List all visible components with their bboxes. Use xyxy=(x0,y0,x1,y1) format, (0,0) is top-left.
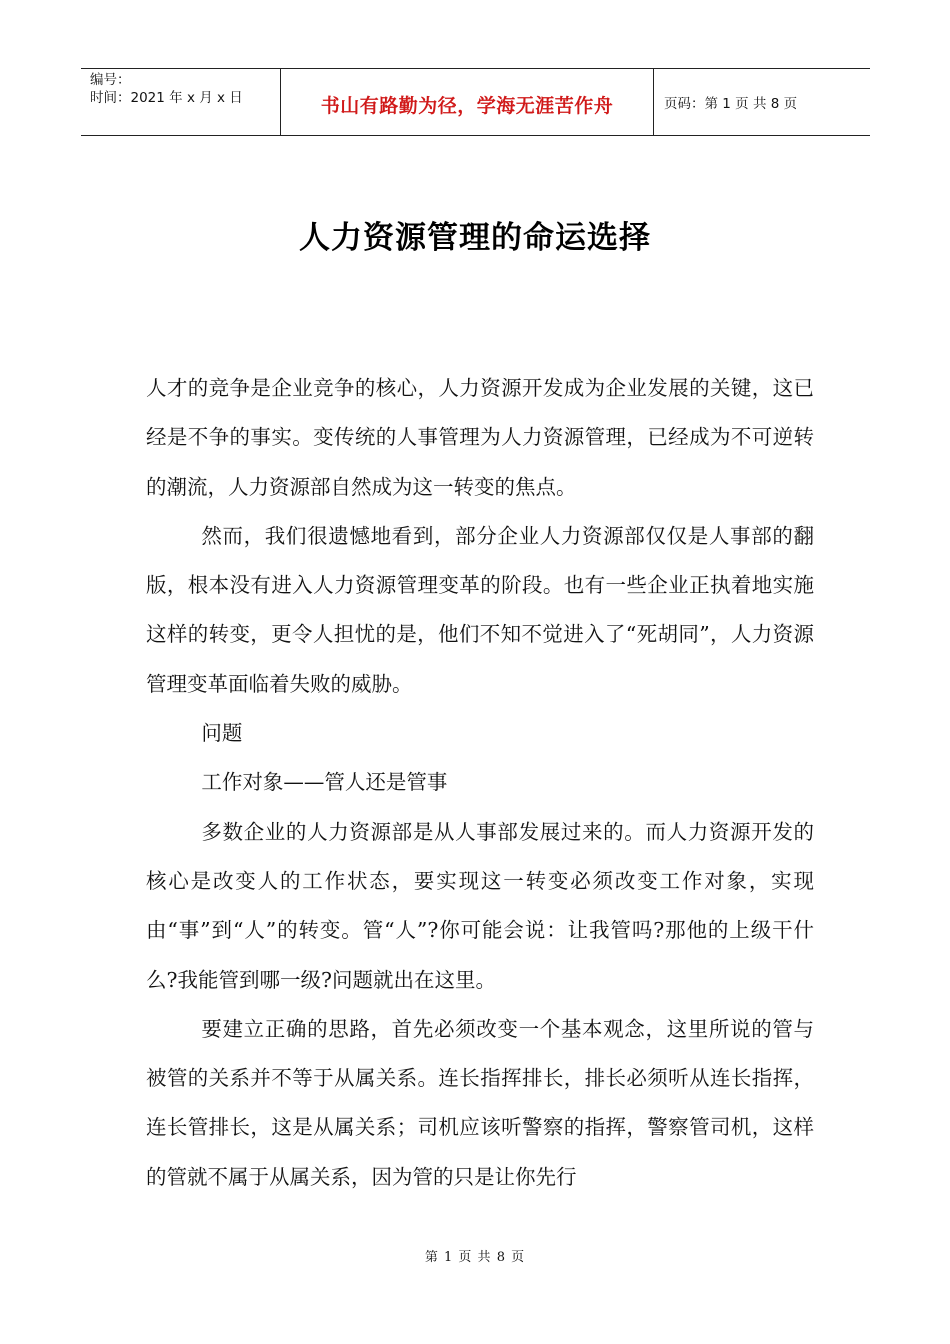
paragraph: 人才的竞争是企业竞争的核心，人力资源开发成为企业发展的关键，这已经是不争的事实。变传统的人事管理为人力资源管理，已经成为不可逆转的潮流，人力资源部自然成为这一转变的焦点。 xyxy=(146,376,814,499)
paragraph: 多数企业的人力资源部是从人事部发展过来的。而人力资源开发的核心是改变人的工作状态，要实现这一转变必须改变工作对象，实现由“事”到“人”的转变。管“人”?你可能会说：让我管吗?那他的上级干什么?我能管到哪一级?问题就出在这里。 xyxy=(146,819,814,992)
document-date-label: 时间：2021 年 x 月 x 日 xyxy=(90,90,243,106)
document-body xyxy=(146,364,814,1202)
page-footer: 第 1 页 共 8 页 xyxy=(424,1250,526,1265)
document-header xyxy=(81,68,870,136)
header-page-cell xyxy=(654,69,870,135)
paragraph: 然而，我们很遗憾地看到，部分企业人力资源部仅仅是人事部的翻版，根本没有进入人力资源管理变革的阶段。也有一些企业正执着地实施这样的转变，更令人担忧的是，他们不知不觉进入了“死胡同”，人力资源管理变革面临着失败的威胁。 xyxy=(146,523,814,696)
document-title: 人力资源管理的命运选择 xyxy=(299,220,651,256)
header-page-code: 页码：第 1 页 共 8 页 xyxy=(664,96,798,112)
paragraph: 要建立正确的思路，首先必须改变一个基本观念，这里所说的管与被管的关系并不等于从属关系。连长指挥排长，排长必须听从连长指挥，连长管排长，这是从属关系；司机应该听警察的指挥，警察管司机，这样的管就不属于从属关系，因为管的只是让你先行 xyxy=(146,1016,814,1189)
header-meta-cell xyxy=(81,69,281,135)
subsection-heading: 工作对象——管人还是管事 xyxy=(201,770,448,795)
header-motto-cell xyxy=(281,69,654,135)
section-heading: 问题 xyxy=(201,721,243,746)
document-number-label: 编号： xyxy=(90,72,131,88)
header-motto: 书山有路勤为径，学海无涯苦作舟 xyxy=(320,94,614,117)
